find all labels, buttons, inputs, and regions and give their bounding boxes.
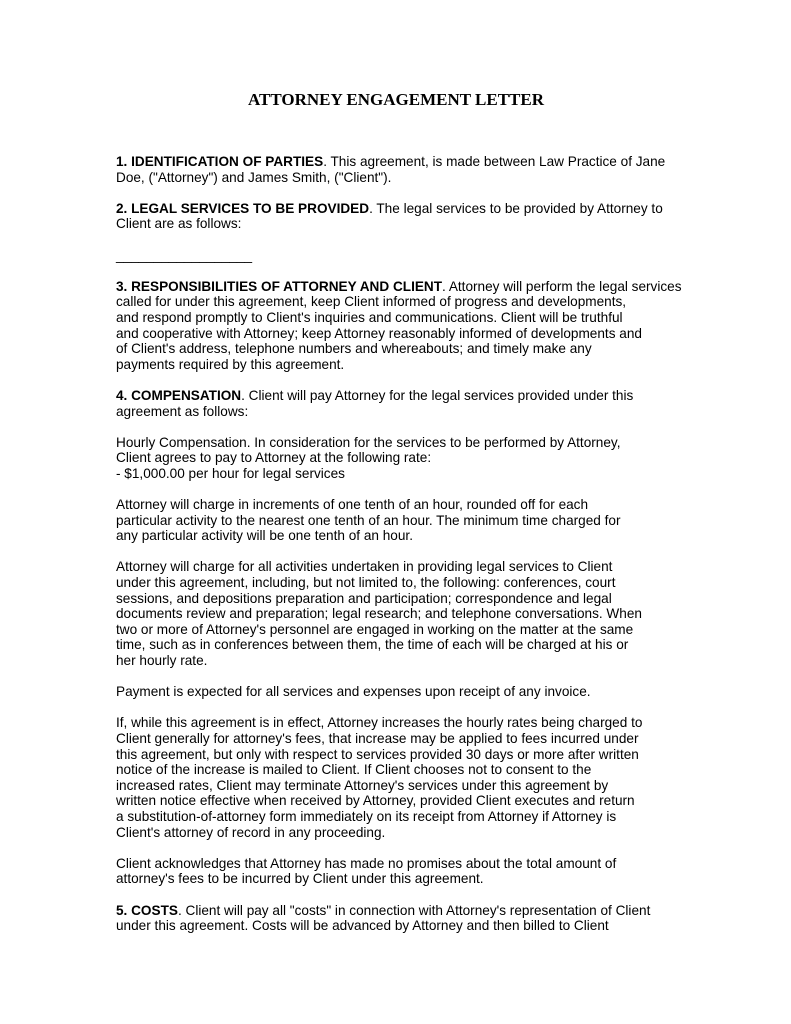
section-heading: 2. LEGAL SERVICES TO BE PROVIDED xyxy=(116,200,370,216)
paragraph-payment xyxy=(116,684,678,700)
section-line: under this agreement. Costs will be advanced by Attorney and then billed to Client xyxy=(116,918,609,934)
paragraph-line: sessions, and depositions preparation and participation; correspondence and legal xyxy=(116,590,612,606)
paragraph-line: - $1,000.00 per hour for legal services xyxy=(116,465,345,481)
spacer xyxy=(116,232,678,248)
section-line: and respond promptly to Client's inquiries and communications. Client will be truthful xyxy=(116,309,623,325)
paragraph-line: particular activity to the nearest one tenth of an hour. The minimum time charged for xyxy=(116,512,621,528)
paragraph-line: documents review and preparation; legal research; and telephone conversations. When xyxy=(116,606,642,622)
section-line xyxy=(116,278,682,295)
paragraph-line: any particular activity will be one tenth of an hour. xyxy=(116,528,413,544)
section-text: . Attorney will perform the legal services xyxy=(442,278,682,294)
section-heading: 3. RESPONSIBILITIES OF ATTORNEY AND CLIENT xyxy=(116,278,443,294)
section-compensation xyxy=(116,388,678,419)
paragraph-line: notice of the increase is mailed to Client. If Client chooses not to consent to the xyxy=(116,762,592,778)
section-line xyxy=(116,903,678,919)
paragraph-line: Payment is expected for all services and expenses upon receipt of any invoice. xyxy=(116,684,591,700)
paragraph-line: Client acknowledges that Attorney has made no promises about the total amount of xyxy=(116,855,617,871)
section-identification xyxy=(116,154,678,185)
fill-in-blank: __________________ xyxy=(116,247,253,263)
section-line: agreement as follows: xyxy=(116,403,249,419)
section-text: . Client will pay Attorney for the legal services provided under this xyxy=(241,387,634,403)
paragraph-increments xyxy=(116,497,678,544)
section-line: and cooperative with Attorney; keep Attorney reasonably informed of developments and xyxy=(116,325,642,341)
paragraph-line: two or more of Attorney's personnel are engaged in working on the matter at the same xyxy=(116,621,634,637)
section-heading: 1. IDENTIFICATION OF PARTIES xyxy=(116,154,324,169)
paragraph-line: Client generally for attorney's fees, that increase may be applied to fees incurred under xyxy=(116,730,639,746)
section-legal-services xyxy=(116,201,678,263)
paragraph-line: attorney's fees to be incurred by Client under this agreement. xyxy=(116,871,484,887)
section-text: . This agreement, is made between Law Practice of Jane xyxy=(323,154,666,169)
section-line: Doe, ("Attorney") and James Smith, ("Client"). xyxy=(116,169,392,185)
section-heading: 4. COMPENSATION xyxy=(116,387,242,403)
section-line xyxy=(116,154,678,170)
paragraph-line: Attorney will charge for all activities undertaken in providing legal services to Client xyxy=(116,559,613,575)
paragraph-line: time, such as in conferences between them, the time of each will be charged at his or xyxy=(116,637,629,653)
paragraph-line: this agreement, but only with respect to services provided 30 days or more after written xyxy=(116,746,639,762)
section-heading: 5. COSTS xyxy=(116,902,178,918)
document-title: ATTORNEY ENGAGEMENT LETTER xyxy=(248,90,544,109)
paragraph-line: increased rates, Client may terminate Attorney's services under this agreement by xyxy=(116,777,609,793)
paragraph-line: written notice effective when received by Attorney, provided Client executes and return xyxy=(116,793,635,809)
section-line: payments required by this agreement. xyxy=(116,356,345,372)
section-line: called for under this agreement, keep Client informed of progress and developments, xyxy=(116,294,627,310)
section-line: of Client's address, telephone numbers and whereabouts; and timely make any xyxy=(116,341,592,357)
paragraph-line: under this agreement, including, but not limited to, the following: conferences, court xyxy=(116,575,616,591)
section-line xyxy=(116,201,678,217)
paragraph-line: Attorney will charge in increments of one tenth of an hour, rounded off for each xyxy=(116,497,589,513)
paragraph-line: Hourly Compensation. In consideration for the services to be performed by Attorney, xyxy=(116,434,621,450)
paragraph-line: Client's attorney of record in any proceeding. xyxy=(116,824,386,840)
paragraph-line: a substitution-of-attorney form immediately on its receipt from Attorney if Attorney is xyxy=(116,808,617,824)
section-text: . Client will pay all "costs" in connection with Attorney's representation of Client xyxy=(177,902,651,918)
paragraph-line: Client agrees to pay to Attorney at the following rate: xyxy=(116,450,432,466)
section-line xyxy=(116,388,678,404)
paragraph-hourly-compensation xyxy=(116,435,678,482)
paragraph-line: her hourly rate. xyxy=(116,653,208,668)
paragraph-line: If, while this agreement is in effect, Attorney increases the hourly rates being charged to xyxy=(116,715,643,731)
paragraph-acknowledgement xyxy=(116,856,678,887)
section-responsibilities xyxy=(116,278,682,373)
document-body xyxy=(116,154,682,949)
paragraph-activities xyxy=(116,559,678,668)
section-line: Client are as follows: xyxy=(116,216,242,232)
section-text: . The legal services to be provided by Attorney to xyxy=(369,200,663,216)
section-costs xyxy=(116,903,678,934)
paragraph-rate-increase xyxy=(116,715,678,840)
